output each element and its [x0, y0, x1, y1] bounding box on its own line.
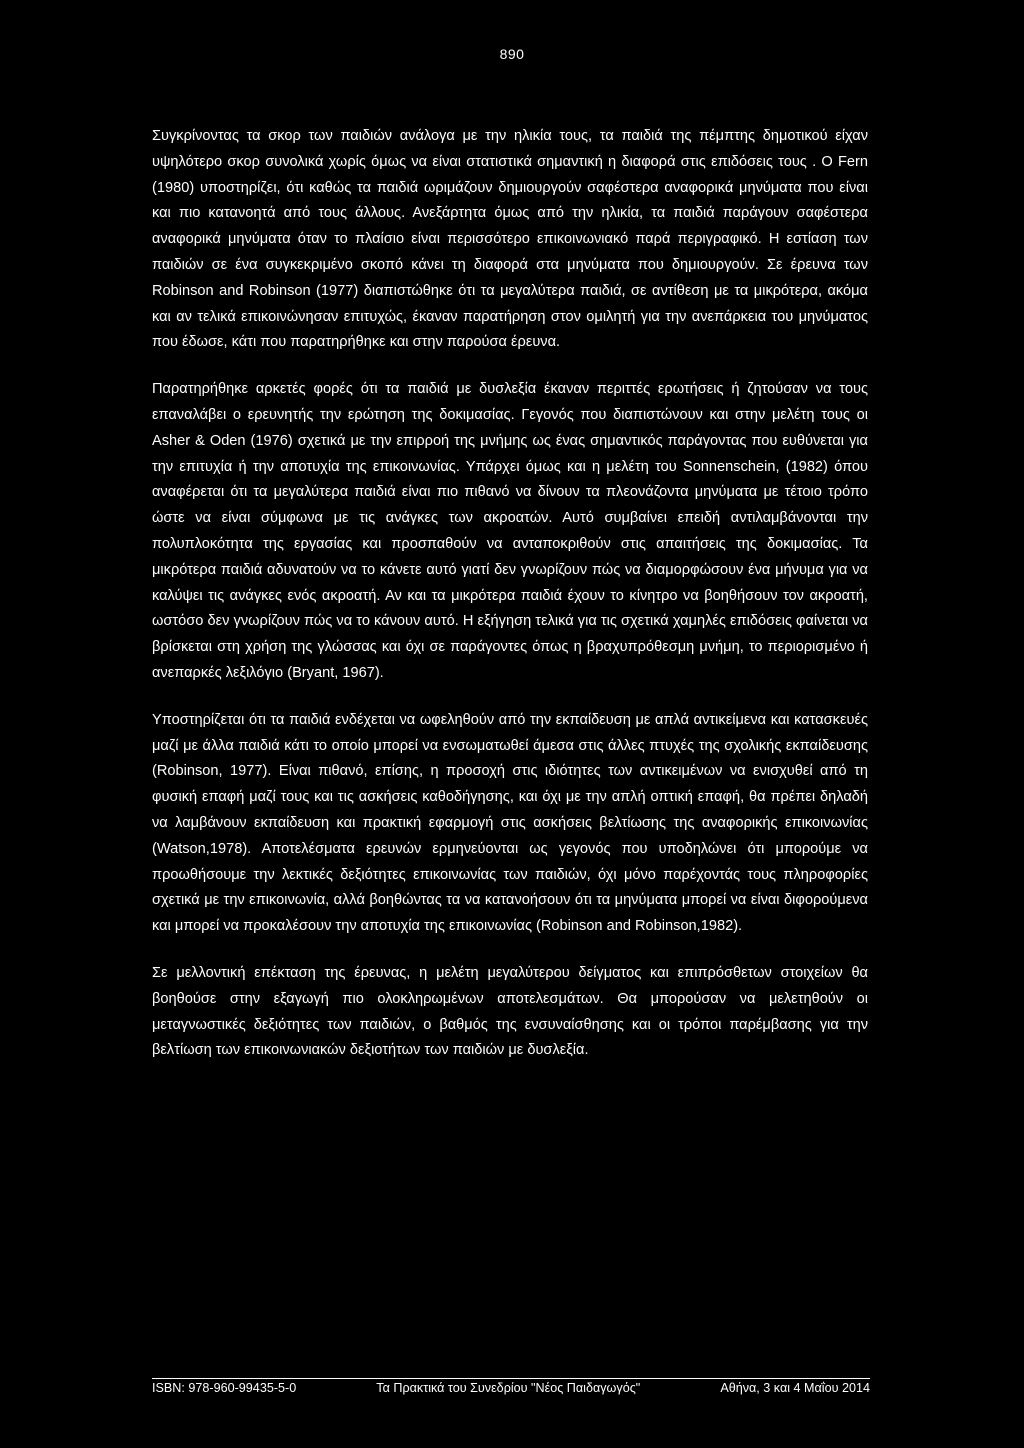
page-number: [0, 46, 1024, 62]
page-footer: [152, 1378, 870, 1396]
footer-place-date: Αθήνα, 3 και 4 Μαΐου 2014: [720, 1381, 870, 1395]
paragraph-2: Παρατηρήθηκε αρκετές φορές ότι τα παιδιά με δυσλεξία έκαναν περιττές ερωτήσεις ή ζητούσαν να τους επαναλάβει ο ερευνητής την ερώτηση της δοκιμασίας. Γεγονός που διαπιστώνουν και στην μελέτη τους οι Asher & Oden (1976) σχετικά με την επιρροή της μνήμης ως ένας σημαντικός παράγοντας που ευθύνεται για την επιτυχία ή την αποτυχία της επικοινωνίας. Υπάρχει όμως και η μελέτη του Sonnenschein, (1982) όπου αναφέρεται ότι τα μεγαλύτερα παιδιά είναι πιο πιθανό να δίνουν τα πλεονάζοντα μηνύματα με τέτοιο τρόπο ώστε να είναι σύμφωνα με τις ανάγκες των ακροατών. Αυτό συμβαίνει επειδή αντιλαμβάνονται την πολυπλοκότητα της εργασίας και προσπαθούν να ανταποκριθούν στις απαιτήσεις της δοκιμασίας. Τα μικρότερα παιδιά αδυνατούν να το κάνετε αυτό γιατί δεν γνωρίζουν πώς να διαμορφώσουν ένα μήνυμα για να καλύψει τις ανάγκες ενός ακροατή. Αν και τα μικρότερα παιδιά έχουν το κίνητρο να βοηθήσουν τον ακροατή, ωστόσο δεν γνωρίζουν πώς να το κάνουν αυτό. Η εξήγηση τελικά για τις σχετικά χαμηλές επιδόσεις φαίνεται να βρίσκεται στη χρήση της γλώσσας και όχι σε παράγοντες όπως η βραχυπρόθεσμη μνήμη, το περιορισμένο ή ανεπαρκές λεξιλόγιο (Bryant, 1967).: [152, 381, 868, 681]
body-text: [152, 124, 868, 1064]
footer-isbn: ISBN: 978-960-99435-5-0: [152, 1381, 297, 1395]
page-number-text: 890: [499, 46, 525, 62]
paragraph-3: Υποστηρίζεται ότι τα παιδιά ενδέχεται να ωφεληθούν από την εκπαίδευση με απλά αντικείμενα και κατασκευές μαζί με άλλα παιδιά κάτι το οποίο μπορεί να ενσωματωθεί άμεσα στις άλλες πτυχές της σχολικής εκπαίδευσης (Robinson, 1977). Είναι πιθανό, επίσης, η προσοχή στις ιδιότητες των αντικειμένων να ενισχυθεί από τη φυσική επαφή μαζί τους και τις ασκήσεις καθοδήγησης, και όχι με την απλή οπτική επαφή, θα πρέπει δηλαδή να λαμβάνουν εκπαίδευση και πρακτική εφαρμογή στις ασκήσεις βελτίωσης της αναφορικής επικοινωνίας (Watson,1978). Αποτελέσματα ερευνών ερμηνεύονται ως γεγονός που υποδηλώνει ότι μπορούμε να προωθήσουμε την λεκτικές δεξιότητες επικοινωνίας των παιδιών, όχι μόνο παρέχοντάς τους πληροφορίες σχετικά με την επικοινωνία, αλλά βοηθώντας τα να κατανοήσουν ότι τα μηνύματα μπορεί να είναι διφορούμενα και μπορεί να προκαλέσουν την αποτυχία της επικοινωνίας (Robinson and Robinson,1982).: [152, 711, 868, 935]
paragraph-1: Συγκρίνοντας τα σκορ των παιδιών ανάλογα με την ηλικία τους, τα παιδιά της πέμπτης δημοτικού είχαν υψηλότερο σκορ συνολικά χωρίς όμως να είναι στατιστικά σημαντική η διαφορά στις επιδόσεις τους . Ο Fern (1980) υποστηρίζει, ότι καθώς τα παιδιά ωριμάζουν δημιουργούν σαφέστερα αναφορικά μηνύματα που είναι και πιο κατανοητά από τους άλλους. Ανεξάρτητα όμως από την ηλικία, τα παιδιά παράγουν σαφέστερα αναφορικά μηνύματα όταν το πλαίσιο είναι περισσότερο επικοινωνιακό παρά περιγραφικό. Η εστίαση των παιδιών σε ένα συγκεκριμένο σκοπό κάνει τη διαφορά στα μηνύματα που δημιουργούν. Σε έρευνα των Robinson and Robinson (1977) διαπιστώθηκε ότι τα μεγαλύτερα παιδιά, σε αντίθεση με τα μικρότερα, ακόμα και αν τελικά επικοινώνησαν επιτυχώς, έκαναν παρατήρηση στον ομιλητή για την ανεπάρκεια του μηνύματος που έδωσε, κάτι που παρατηρήθηκε και στην παρούσα έρευνα.: [152, 128, 868, 351]
footer-proceedings: Τα Πρακτικά του Συνεδρίου "Νέος Παιδαγωγός": [376, 1381, 641, 1395]
paragraph-4: Σε μελλοντική επέκταση της έρευνας, η μελέτη μεγαλύτερου δείγματος και επιπρόσθετων στοιχείων θα βοηθούσε στην εξαγωγή πιο ολοκληρωμένων αποτελεσμάτων. Θα μπορούσαν να μελετηθούν οι μεταγνωστικές δεξιότητες των παιδιών, ο βαθμός της ενσυναίσθησης και οι τρόποι παρέμβασης για την βελτίωση των επικοινωνιακών δεξιοτήτων των παιδιών με δυσλεξία.: [152, 964, 868, 1059]
